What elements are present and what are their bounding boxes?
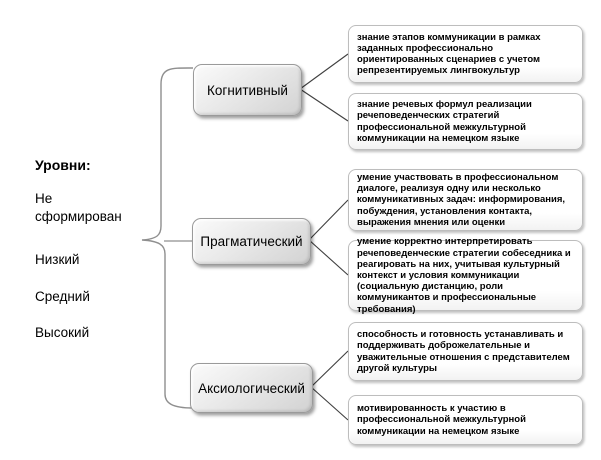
- descriptor-text: знание речевых формул реализации речеповеденческих стратегий профессиональной межкультурной коммуникации на немецком языке: [357, 99, 532, 144]
- connector-pragmatic-1: [309, 200, 348, 240]
- connector-axiological-1: [311, 351, 348, 387]
- connector-pragmatic-2: [309, 240, 348, 275]
- descriptor-box-pragmatic-1: [348, 169, 583, 231]
- level-item-not-formed: Не сформирован: [35, 191, 122, 224]
- descriptor-box-axiological-1: [348, 322, 583, 381]
- component-label-axiological: Аксиологический: [198, 380, 305, 396]
- component-box-pragmatic: [192, 218, 311, 265]
- component-label-cognitive: Когнитивный: [207, 82, 288, 98]
- brace-curve: [142, 68, 193, 408]
- descriptor-text: мотивированность к участию в профессиональной межкультурной коммуникации на немецком языке: [357, 403, 526, 437]
- component-label-pragmatic: Прагматический: [200, 234, 303, 249]
- connector-cognitive-1: [300, 54, 348, 89]
- levels-title: Уровни:: [35, 157, 91, 173]
- component-box-cognitive: [193, 64, 302, 116]
- descriptor-text: умение корректно интерпретировать речеповеденческие стратегии собеседника и реагировать на них, учитывая культурный контекст и условия коммуникации (социальную дистанцию, роли коммуникантов и профессиональные требования): [357, 236, 571, 315]
- descriptor-box-axiological-2: [348, 395, 583, 445]
- connector-cognitive-2: [300, 89, 348, 121]
- descriptor-text: умение участвовать в профессиональном диалоге, реализуя одну или несколько коммуникативных задач: информирования, побуждения, установления контакта, выражения мнения или оценки: [357, 172, 565, 228]
- descriptor-text: способность и готовность устанавливать и поддерживать доброжелательные и уважительные отношения с представителем другой культуры: [357, 329, 570, 374]
- connector-axiological-2: [311, 387, 348, 420]
- component-box-axiological: [190, 363, 313, 413]
- descriptor-box-cognitive-1: [348, 25, 583, 83]
- descriptor-text: знание этапов коммуникации в рамках заданных профессионально ориентированных сценариев с учетом репрезентируемых лингвокультур: [357, 31, 541, 77]
- level-item-medium: Средний: [35, 289, 90, 304]
- descriptor-box-pragmatic-2: [348, 236, 583, 315]
- level-item-high: Высокий: [35, 325, 90, 340]
- descriptor-box-cognitive-2: [348, 93, 583, 150]
- level-item-low: Низкий: [35, 252, 80, 267]
